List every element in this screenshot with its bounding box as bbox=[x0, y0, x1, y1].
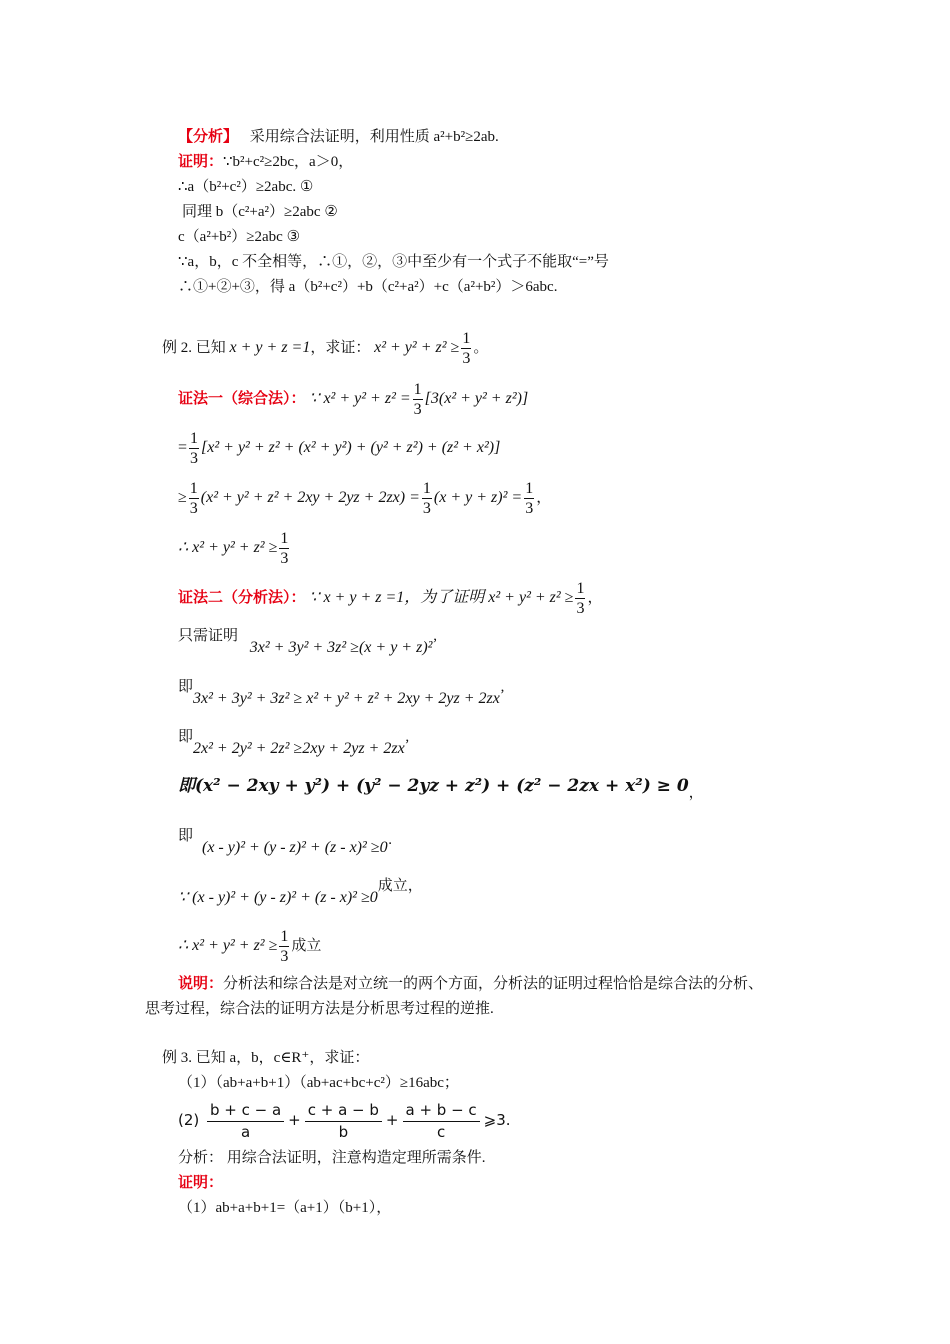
method2-step2: 即3x² + 3y² + 3z² ≥ x² + y² + z² + 2xy + 2yz + 2zx’ bbox=[178, 679, 505, 707]
proof-line-6: ∴①+②+③，得 a（b²+c²）+b（c²+a²）+c（a²+b²）＞6abc. bbox=[178, 279, 558, 295]
ji-label: 即 bbox=[178, 828, 194, 844]
method1-line4 bbox=[178, 526, 291, 570]
ji-label: 即 bbox=[178, 679, 194, 695]
proof-line-3: 同理 b（c²+a²）≥2abc ② bbox=[182, 204, 338, 220]
analysis-line bbox=[178, 127, 499, 147]
method1-eq2: [x² + y² + z² + (x² + y²) + (y² + z²) + (z² + x²)] bbox=[201, 439, 501, 456]
step2-eq: 3x² + 3y² + 3z² ≥ x² + y² + z² + 2xy + 2yz + 2zx bbox=[193, 690, 500, 707]
example2-statement bbox=[162, 326, 488, 370]
need-label: 只需证明 bbox=[178, 628, 239, 644]
part2-rhs: ⩾3. bbox=[483, 1111, 511, 1129]
step3-eq: 2x² + 2y² + 2z² ≥2xy + 2yz + 2zx bbox=[193, 740, 405, 757]
method2-step6 bbox=[178, 876, 423, 906]
example3-last-line: （1）ab+a+b+1=（a+1）（b+1）， bbox=[178, 1200, 392, 1216]
method1-eq1: ∵ x² + y² + z² = bbox=[309, 390, 411, 407]
proof-label: 证明： bbox=[178, 154, 224, 170]
method1-label: 证法一（综合法）： bbox=[178, 391, 306, 407]
proof-line-4: c（a²+b²）≥2abc ③ bbox=[178, 229, 301, 245]
fraction-one-third: $\frac{1}{3}$ bbox=[462, 330, 471, 368]
example2-target: x² + y² + z² ≥ bbox=[374, 339, 460, 356]
proof-line-5: ∵a，b，c 不全相等，∴①，②，③中至少有一个式子不能取“=”号 bbox=[178, 254, 609, 270]
note-line-2: 思考过程，综合法的证明方法是分析思考过程的逆推. bbox=[145, 1001, 494, 1017]
note-text-1: 分析法和综合法是对立统一的两个方面，分析法的证明过程恰恰是综合法的分析、 bbox=[223, 976, 764, 992]
method2-line1: 证法二（分析法）： ∵ x + y + z =1，为了证明 x² + y² + z² ≥ $\frac{1}{3}$ ， bbox=[178, 580, 603, 618]
fraction-one-third: $\frac{1}{3}$ bbox=[280, 530, 289, 568]
method2-step4: 即(x² − 2xy + y²) + (y² − 2yz + z²) + (z² − 2zx + x²) ≥ 0， bbox=[178, 776, 704, 801]
method1-line2: = $\frac{1}{3}$ [x² + y² + z² + (x² + y²) + (y² + z²) + (z² + x²)] bbox=[178, 430, 501, 468]
example2-intro: 例 2. 已知 bbox=[162, 340, 226, 356]
example3-part1: （1）（ab+a+b+1）（ab+ac+bc+c²）≥16abc； bbox=[178, 1075, 459, 1091]
fraction-2: $\frac{c + a - b}{b}$ bbox=[305, 1100, 382, 1143]
example3-proof-label bbox=[178, 1173, 223, 1193]
example3-intro: 例 3. 已知 a，b，c∈R⁺，求证： bbox=[162, 1050, 370, 1066]
fraction-one-third: $\frac{1}{3}$ bbox=[413, 381, 422, 419]
fraction-3: $\frac{a + b - c}{c}$ bbox=[403, 1100, 480, 1143]
example2-end: 。 bbox=[473, 340, 489, 356]
analysis-text: 采用综合法证明，利用性质 a²+b²≥2ab. bbox=[249, 129, 499, 145]
example3-analysis: 分析： 用综合法证明，注意构造定理所需条件. bbox=[178, 1150, 486, 1166]
fraction-one-third: $\frac{1}{3}$ bbox=[280, 928, 289, 966]
proof-label-3: 证明： bbox=[178, 1175, 224, 1191]
ji-label: 即 bbox=[178, 729, 194, 745]
method1-eq3b: (x + y + z)² = bbox=[433, 489, 523, 506]
note-label: 说明： bbox=[178, 976, 224, 992]
method2-step7 bbox=[178, 924, 321, 968]
holds-label: 成立， bbox=[377, 878, 423, 894]
step5-eq: (x - y)² + (y - z)² + (z - x)² ≥0 bbox=[202, 839, 388, 856]
proof-line-2: ∴a（b²+c²）≥2abc. ① bbox=[178, 179, 314, 195]
method1-eq1b: [3(x² + y² + z²)] bbox=[424, 390, 529, 407]
step4-eq: 即(x² − 2xy + y²) + (y² − 2yz + z²) + (z² − 2zx + x²) ≥ 0 bbox=[178, 776, 689, 796]
method1-eq4: ∴ x² + y² + z² ≥ bbox=[178, 539, 278, 556]
need-eq: 3x² + 3y² + 3z² ≥(x + y + z)² bbox=[249, 639, 433, 656]
method2-eq1: ∵ x + y + z =1，为了证明 x² + y² + z² ≥ bbox=[309, 589, 574, 606]
method1-line1 bbox=[178, 377, 528, 421]
proof-line-1 bbox=[178, 152, 353, 172]
example2-given: x + y + z =1 bbox=[229, 339, 311, 356]
part2-label: (2) bbox=[178, 1111, 200, 1129]
fraction-one-third: $\frac{1}{3}$ bbox=[525, 480, 534, 518]
fraction-one-third: $\frac{1}{3}$ bbox=[189, 480, 198, 518]
step6-eq: ∵ (x - y)² + (y - z)² + (z - x)² ≥0 bbox=[178, 889, 378, 906]
method1-line3: ≥ $\frac{1}{3}$ (x² + y² + z² + 2xy + 2yz + 2zx) = $\frac{1}{3}$ (x + y + z)² = $\frac{1}{3}$ ， bbox=[178, 480, 552, 518]
analysis-label: 【分析】 bbox=[178, 129, 239, 145]
step7-eq: ∴ x² + y² + z² ≥ bbox=[178, 937, 278, 954]
fraction-one-third: $\frac{1}{3}$ bbox=[190, 430, 199, 468]
note-line-1 bbox=[178, 974, 763, 994]
method2-step5: 即 (x - y)² + (y - z)² + (z - x)² ≥0· bbox=[178, 828, 393, 856]
method2-step3: 即2x² + 2y² + 2z² ≥2xy + 2yz + 2zx’ bbox=[178, 729, 410, 757]
proof-text-1: ∵b²+c²≥2bc，a＞0， bbox=[223, 154, 354, 170]
example2-prove-word: ，求证： bbox=[310, 340, 371, 356]
fraction-1: $\frac{b + c - a}{a}$ bbox=[207, 1100, 284, 1143]
method2-label: 证法二（分析法）： bbox=[178, 590, 306, 606]
method1-eq3a: (x² + y² + z² + 2xy + 2yz + 2zx) = bbox=[200, 489, 420, 506]
holds2-label: 成立 bbox=[291, 938, 322, 954]
method2-need: 只需证明 3x² + 3y² + 3z² ≥(x + y + z)²’ bbox=[178, 628, 438, 656]
example3-part2: (2) $\frac{b + c - a}{a}$ + $\frac{c + a - b}{b}$ + $\frac{a + b - c}{c}$ ⩾3. bbox=[178, 1101, 511, 1142]
fraction-one-third: $\frac{1}{3}$ bbox=[422, 480, 431, 518]
fraction-one-third: $\frac{1}{3}$ bbox=[576, 580, 585, 618]
